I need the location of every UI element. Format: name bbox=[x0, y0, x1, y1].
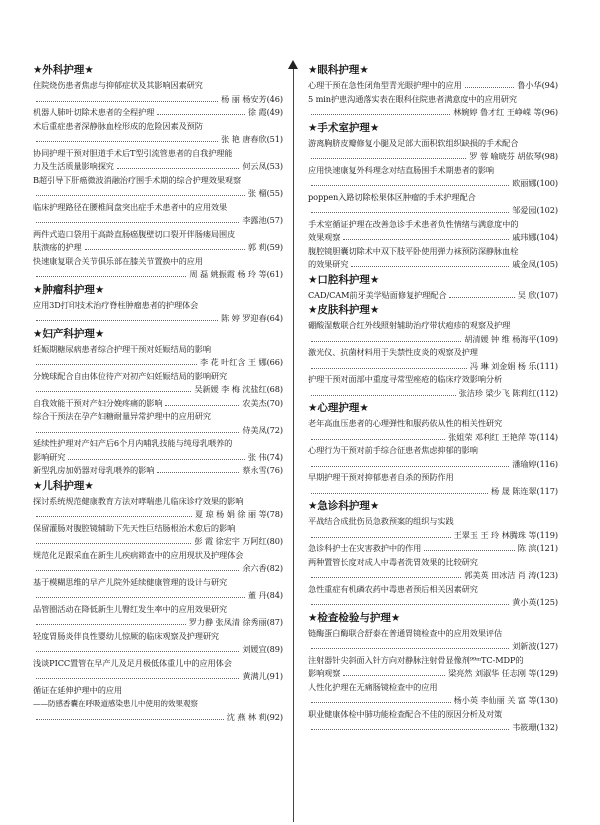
leader-dots bbox=[36, 535, 191, 544]
leader-dots bbox=[311, 458, 509, 467]
toc-entry-line[interactable] bbox=[33, 522, 283, 536]
toc-entry-line[interactable] bbox=[308, 681, 558, 695]
toc-entry-line[interactable] bbox=[33, 549, 283, 563]
toc-entry-line[interactable] bbox=[33, 370, 283, 384]
toc-entry-line[interactable] bbox=[33, 437, 283, 451]
article-title: 品管圈活动在降低新生儿臀红发生率中的应用效果研究 bbox=[33, 603, 228, 614]
toc-entry-line[interactable] bbox=[308, 627, 558, 641]
authors-page: 蔡永雪(76) bbox=[242, 465, 283, 475]
leader-dots bbox=[157, 106, 245, 115]
leader-dots bbox=[36, 711, 224, 720]
toc-entry-line[interactable] bbox=[308, 319, 558, 333]
leader-dots bbox=[36, 187, 245, 196]
toc-entry-line[interactable] bbox=[33, 241, 283, 255]
authors-page: 李露池(57) bbox=[242, 215, 283, 225]
toc-entry-line[interactable] bbox=[33, 451, 283, 465]
toc-entry-line[interactable] bbox=[308, 218, 558, 232]
article-title: 老年高血压患者的心理弹性和服药依从性的相关性研究 bbox=[308, 418, 503, 428]
authors-page: 李 花 叶红含 王 娜(66) bbox=[199, 357, 283, 367]
leader-dots bbox=[36, 562, 239, 571]
toc-entry-line[interactable] bbox=[33, 397, 283, 411]
leader-dots bbox=[311, 596, 509, 605]
section-heading: ★眼科护理★ bbox=[308, 64, 369, 76]
leader-dots bbox=[311, 721, 509, 730]
toc-entry-line[interactable] bbox=[308, 346, 558, 360]
article-title: 妊娠期糖尿病患者综合护理干预对妊娠结局的影响 bbox=[33, 343, 211, 354]
article-title: 早期护理干预对抑郁患者自杀的预防作用 bbox=[308, 472, 454, 482]
toc-entry-line[interactable] bbox=[308, 137, 558, 151]
authors-page: 刘媛宜(89) bbox=[242, 644, 283, 654]
toc-entry-line[interactable] bbox=[308, 431, 558, 445]
leader-dots bbox=[343, 231, 509, 240]
toc-entry-line[interactable] bbox=[308, 289, 558, 303]
toc-entry-line[interactable] bbox=[33, 120, 283, 134]
leader-dots bbox=[36, 93, 218, 102]
authors-page: 周 磊 姚振霞 杨 玲 等(61) bbox=[189, 269, 283, 279]
authors-page: 鲁小华(94) bbox=[517, 80, 558, 90]
leader-dots bbox=[165, 397, 239, 406]
toc-entry-line[interactable] bbox=[308, 529, 558, 543]
article-title: 住院烧伤患者焦虑与抑郁症状及其影响因素研究 bbox=[33, 80, 203, 90]
toc-entry-line[interactable] bbox=[308, 640, 558, 654]
toc-entry-line[interactable] bbox=[308, 444, 558, 458]
section-heading: ★皮肤科护理★ bbox=[308, 304, 380, 316]
toc-entry-line[interactable] bbox=[308, 150, 558, 164]
article-title: 保留灌肠对腹腔镜辅助下先天性巨结肠根治术愈后的影响 bbox=[33, 522, 236, 533]
article-title: poppen入路切除松果体区肿瘤的手术护理配合 bbox=[308, 191, 476, 202]
article-title: 效果观察 bbox=[308, 232, 341, 242]
article-title: 应用快速康复外科理念对结直肠围手术期患者的影响 bbox=[308, 164, 495, 175]
article-title: 延续性护理对产妇产后6个月内哺乳技能与纯母乳喂养的 bbox=[33, 438, 233, 448]
article-title: 影响研究 bbox=[33, 451, 66, 462]
toc-entry-line[interactable] bbox=[308, 556, 558, 570]
toc-entry-line[interactable] bbox=[33, 160, 283, 174]
leader-dots bbox=[311, 529, 451, 538]
article-title: 职业健康体检中肺功能检查配合不佳的原因分析及对策 bbox=[308, 708, 503, 719]
toc-entry-line[interactable] bbox=[308, 333, 558, 347]
leader-dots bbox=[311, 569, 461, 578]
authors-page: 欧丽娜(100) bbox=[512, 178, 558, 188]
authors-page: 彭 霞 徐宏宇 万阿红(80) bbox=[194, 536, 283, 546]
article-title: B超引导下肝癌微波消融治疗围手术期的综合护理效果观察 bbox=[33, 174, 242, 185]
article-title: 肤溃疡的护理 bbox=[33, 242, 82, 252]
toc-entry-line[interactable] bbox=[308, 79, 558, 93]
section-heading: ★心理护理★ bbox=[308, 402, 369, 414]
leader-dots bbox=[311, 485, 488, 494]
authors-page: 吴 欣(107) bbox=[517, 289, 558, 300]
article-title: 影响观察 bbox=[308, 668, 341, 678]
authors-page: 罗力静 张凤清 徐秀丽(87) bbox=[188, 617, 283, 627]
leader-dots bbox=[36, 670, 239, 679]
leader-dots bbox=[68, 451, 245, 460]
toc-entry-line[interactable] bbox=[308, 164, 558, 178]
article-title: 心理行为干预对前手综合征患者焦虑抑郁的影响 bbox=[308, 445, 478, 455]
toc-entry-line[interactable] bbox=[308, 667, 558, 681]
authors-page: 王翠玉 王 玲 林腾珠 等(119) bbox=[453, 529, 558, 540]
leader-dots bbox=[351, 258, 509, 267]
toc-entry-line[interactable] bbox=[33, 508, 283, 522]
toc-entry-line[interactable] bbox=[33, 133, 283, 147]
article-title: 轻度胃肠炎伴良性婴幼儿惊厥的临床观察及护理研究 bbox=[33, 630, 220, 641]
toc-entry-line[interactable] bbox=[33, 312, 283, 326]
leader-dots bbox=[311, 177, 509, 186]
toc-entry-line[interactable] bbox=[33, 424, 283, 438]
authors-page: 杨小英 李仙丽 关 富 等(130) bbox=[453, 695, 558, 705]
article-title: 循证在延伸护理中的应用 bbox=[33, 684, 122, 695]
article-title: 激光仪、抗菌材料用于失禁性皮炎的观察及护理 bbox=[308, 347, 478, 357]
toc-entry-line[interactable] bbox=[308, 721, 558, 735]
article-title: 两件式造口袋用于高龄直肠癌腹壁切口裂开伴肠瘘局围皮 bbox=[33, 228, 236, 239]
article-title: 手术室循证护理在改善急诊手术患者负性情绪与满意度中的 bbox=[308, 218, 519, 229]
authors-page: 胡清媛 钟 维 杨海平(109) bbox=[464, 333, 558, 344]
toc-entry-line[interactable] bbox=[308, 191, 558, 205]
article-title: 综合干预法在孕产妇糖耐量异常护理中的应用研究 bbox=[33, 411, 211, 421]
article-title: 护理干预对面部中重度寻常型痤疮的临床疗效影响分析 bbox=[308, 374, 503, 384]
article-title: 自我效能干预对产妇分娩疼痛的影响 bbox=[33, 397, 163, 408]
toc-entry-line[interactable] bbox=[33, 603, 283, 617]
article-title: 心理干预在急性闭角型青光眼护理中的应用 bbox=[308, 80, 462, 90]
toc-entry-line[interactable] bbox=[33, 79, 283, 93]
authors-page: 董 丹(84) bbox=[247, 590, 283, 600]
authors-page: 张姐荣 邓利红 王艳萍 等(114) bbox=[448, 431, 558, 442]
article-title: 的效果研究 bbox=[308, 259, 349, 269]
authors-page: 郭美英 田冰洁 肖 涛(123) bbox=[464, 570, 558, 580]
toc-entry-line[interactable] bbox=[33, 630, 283, 644]
leader-dots bbox=[343, 667, 445, 676]
article-title: 探讨系统规范健康教育方法对哮喘患儿临床诊疗效果的影响 bbox=[33, 495, 244, 506]
toc-entry-line[interactable] bbox=[33, 106, 283, 120]
toc-entry-line[interactable] bbox=[308, 245, 558, 259]
authors-page: 余六香(82) bbox=[242, 563, 283, 573]
authors-page: 何云凤(53) bbox=[242, 161, 283, 171]
leader-dots bbox=[157, 464, 239, 473]
article-title: 应用3D打印技术治疗脊柱肿瘤患者的护理体会 bbox=[33, 299, 199, 310]
article-title: 机器人肺叶切除术患者的全程护理 bbox=[33, 107, 155, 117]
toc-entry-line[interactable] bbox=[308, 654, 558, 668]
toc-entry-line[interactable] bbox=[33, 268, 283, 282]
toc-entry-line[interactable] bbox=[308, 417, 558, 431]
leader-dots bbox=[36, 268, 186, 277]
authors-page: 戚玮娜(104) bbox=[512, 232, 558, 242]
leader-dots bbox=[449, 289, 514, 298]
leader-dots bbox=[36, 356, 197, 365]
authors-page: 潘瑜婷(116) bbox=[512, 458, 558, 469]
article-title: 基于模糊思维的早产儿院外延续健康管理的设计与研究 bbox=[33, 576, 228, 587]
toc-entry-line[interactable] bbox=[308, 106, 558, 120]
toc-entry-line[interactable] bbox=[33, 383, 283, 397]
article-title: 新型乳房加奶器对母乳喂养的影响 bbox=[33, 465, 155, 475]
section-heading: ★妇产科护理★ bbox=[33, 327, 105, 340]
article-title: 平战结合成批伤员急救预案的组织与实践 bbox=[308, 516, 454, 526]
leader-dots bbox=[36, 508, 192, 517]
leader-dots bbox=[36, 616, 186, 625]
article-title: 分娩球配合自由体位待产对初产妇妊娠结局的影响研究 bbox=[33, 370, 228, 381]
toc-entry-line[interactable] bbox=[308, 204, 558, 218]
section-heading: ★肿瘤科护理★ bbox=[33, 283, 105, 296]
toc-entry-line[interactable] bbox=[33, 343, 283, 357]
leader-dots bbox=[311, 204, 509, 213]
toc-entry-line[interactable] bbox=[33, 187, 283, 201]
leader-dots bbox=[465, 79, 515, 88]
leader-dots bbox=[85, 241, 245, 250]
leader-dots bbox=[311, 640, 509, 649]
authors-page: 罗 蓉 喻晓芬 胡依琴(98) bbox=[469, 151, 558, 161]
toc-entry-line[interactable] bbox=[33, 464, 283, 478]
toc-entry-line[interactable] bbox=[33, 535, 283, 549]
toc-entry-line[interactable] bbox=[308, 596, 558, 610]
section-heading: ★检查检验与护理★ bbox=[308, 611, 401, 624]
article-title: 规范化足跟采血在新生儿疾病筛查中的应用现状及护理体会 bbox=[33, 549, 244, 560]
authors-page: 张 艳 唐春欣(51) bbox=[221, 134, 283, 144]
authors-page: 农美杰(70) bbox=[242, 397, 283, 408]
authors-page: 张 榴(55) bbox=[247, 188, 283, 198]
authors-page: 黄小英(125) bbox=[512, 597, 558, 607]
toc-entry-line[interactable] bbox=[33, 255, 283, 269]
section-heading: ★外科护理★ bbox=[33, 64, 94, 76]
authors-page: 沈 燕 林 莉(92) bbox=[226, 711, 283, 722]
article-title: ——防感香囊在呼吸道感染患儿中使用的效果观察 bbox=[33, 699, 198, 708]
authors-page: 张洁珍 梁少飞 陈莉红(112) bbox=[458, 387, 558, 398]
toc-entry-line[interactable] bbox=[308, 458, 558, 472]
leader-dots bbox=[36, 643, 239, 652]
toc-entry-line[interactable] bbox=[308, 93, 558, 107]
authors-page: 张 伟(74) bbox=[247, 451, 283, 462]
article-title: 急诊科护士在灾害救护中的作用 bbox=[308, 543, 422, 553]
section-heading: ★手术室护理★ bbox=[308, 121, 380, 134]
article-title: 力及生活质量影响探究 bbox=[33, 161, 114, 171]
toc-entry-line[interactable] bbox=[33, 299, 283, 313]
toc-entry-line[interactable] bbox=[33, 616, 283, 630]
toc-entry-line[interactable] bbox=[33, 93, 283, 107]
leader-dots bbox=[36, 383, 191, 392]
leader-dots bbox=[36, 133, 218, 142]
toc-entry-line[interactable] bbox=[308, 542, 558, 556]
authors-page: 吴新媛 李 梅 沈盐红(68) bbox=[194, 384, 283, 394]
section-heading: ★儿科护理★ bbox=[33, 479, 94, 492]
authors-page: 陈 滨(121) bbox=[517, 543, 558, 553]
leader-dots bbox=[36, 589, 245, 598]
toc-entry-line[interactable] bbox=[33, 657, 283, 671]
toc-entry-line[interactable] bbox=[33, 711, 283, 725]
toc-right-column bbox=[308, 62, 558, 735]
authors-page: 林婉婷 鲁才红 王峥嵘 等(96) bbox=[453, 107, 558, 117]
toc-entry-line[interactable] bbox=[308, 177, 558, 191]
article-title: 腹腔镜胆囊切除术中双下肢平卧使用弹力袜预防深静脉血栓 bbox=[308, 245, 519, 256]
article-title: 两种置管长度对成人中毒者洗胃效果的比较研究 bbox=[308, 556, 478, 567]
leader-dots bbox=[311, 360, 467, 369]
authors-page: 冯 琳 刘金娟 杨 乐(111) bbox=[469, 360, 558, 371]
toc-entry-line[interactable] bbox=[33, 228, 283, 242]
leader-dots bbox=[311, 106, 450, 115]
toc-entry-line[interactable] bbox=[33, 670, 283, 684]
toc-entry-line[interactable] bbox=[33, 684, 283, 698]
toc-entry-line[interactable] bbox=[308, 569, 558, 583]
toc-entry-line[interactable] bbox=[33, 214, 283, 228]
toc-left-column bbox=[33, 62, 283, 724]
article-title: 术后重症患者深静脉血栓形成的危险因素及预防 bbox=[33, 120, 203, 131]
toc-entry-line[interactable] bbox=[308, 708, 558, 722]
toc-entry-line[interactable] bbox=[308, 373, 558, 387]
article-title: 快速康复联合关节俱乐部在膝关节置换中的应用 bbox=[33, 255, 203, 266]
toc-entry-line[interactable] bbox=[308, 485, 558, 499]
toc-entry-line[interactable] bbox=[308, 583, 558, 597]
authors-page: 刘新波(127) bbox=[512, 641, 558, 651]
leader-dots bbox=[311, 387, 456, 396]
toc-entry-line[interactable] bbox=[308, 515, 558, 529]
leader-dots bbox=[311, 333, 461, 342]
article-title: 急性重症有机磷农药中毒患者预后相关因素研究 bbox=[308, 583, 478, 594]
leader-dots bbox=[36, 312, 218, 321]
article-title: 注射器针尖斜面入针方向对静脉注射骨显像剂⁹⁹ᵐTC-MDP的 bbox=[308, 654, 524, 665]
toc-entry-line[interactable] bbox=[308, 471, 558, 485]
authors-page: 徐 霞(49) bbox=[247, 107, 283, 117]
article-title: CAD/CAM前牙美学贴面修复护理配合 bbox=[308, 289, 447, 300]
toc-entry-line[interactable] bbox=[33, 356, 283, 370]
authors-page: 黄满儿(91) bbox=[242, 671, 283, 681]
toc-entry-line[interactable] bbox=[308, 694, 558, 708]
toc-entry-line[interactable] bbox=[33, 495, 283, 509]
authors-page: 杨 晟 陈连翠(117) bbox=[491, 485, 558, 496]
toc-entry-line[interactable] bbox=[33, 589, 283, 603]
column-divider bbox=[293, 64, 294, 822]
authors-page: 梁亮然 刘淑华 任志刚 等(129) bbox=[448, 668, 558, 678]
leader-dots bbox=[311, 431, 445, 440]
authors-page: 邹爱园(102) bbox=[512, 205, 558, 215]
toc-entry-line[interactable] bbox=[308, 231, 558, 245]
article-title: 游离胸脐皮瓣修复小腿及足部大面积软组织缺损的手术配合 bbox=[308, 137, 519, 148]
section-heading: ★口腔科护理★ bbox=[308, 273, 380, 286]
authors-page: 韦筱珊(132) bbox=[512, 722, 558, 732]
toc-entry-line[interactable] bbox=[33, 562, 283, 576]
section-heading: ★急诊科护理★ bbox=[308, 500, 380, 512]
authors-page: 陈 婷 罗迎春(64) bbox=[221, 313, 283, 323]
leader-dots bbox=[36, 214, 239, 223]
authors-page: 杨 丽 杨安芳(46) bbox=[221, 93, 283, 104]
toc-entry-line[interactable] bbox=[308, 360, 558, 374]
authors-page: 夏 琼 杨 娟 徐 丽 等(78) bbox=[194, 509, 283, 519]
toc-entry-line[interactable] bbox=[33, 697, 283, 711]
toc-entry-line[interactable] bbox=[33, 643, 283, 657]
article-title: 人性化护理在无痛肠镜检查中的应用 bbox=[308, 681, 438, 692]
up-arrow-icon bbox=[288, 60, 298, 69]
article-title: 临床护理路径在腰椎间盘突出症手术患者中的应用效果 bbox=[33, 201, 228, 212]
toc-entry-line[interactable] bbox=[33, 576, 283, 590]
leader-dots bbox=[424, 542, 515, 551]
article-title: 链酶蛋白酶联合舒泰在普通胃镜检查中的应用效果评估 bbox=[308, 627, 503, 638]
leader-dots bbox=[311, 150, 466, 159]
toc-entry-line[interactable] bbox=[33, 410, 283, 424]
article-title: 浅谈PICC置管在早产儿及足月极低体重儿中的应用体会 bbox=[33, 657, 232, 668]
toc-entry-line[interactable] bbox=[33, 147, 283, 161]
authors-page: 郭 莉(59) bbox=[247, 242, 283, 252]
authors-page: 戚金凤(105) bbox=[512, 259, 558, 269]
toc-entry-line[interactable] bbox=[33, 174, 283, 188]
toc-entry-line[interactable] bbox=[33, 201, 283, 215]
leader-dots bbox=[117, 160, 239, 169]
toc-entry-line[interactable] bbox=[308, 258, 558, 272]
article-title: 硼酸湿敷联合红外线照射辅助治疗带状疱疹的观察及护理 bbox=[308, 320, 511, 330]
leader-dots bbox=[36, 424, 239, 433]
leader-dots bbox=[311, 694, 451, 703]
toc-entry-line[interactable] bbox=[308, 387, 558, 401]
authors-page: 侍美凤(72) bbox=[242, 424, 283, 435]
article-title: 协同护理干预对胆道手术后T型引流管患者的自我护理能 bbox=[33, 147, 233, 158]
article-title: 5 min护患沟通落实表在眼科住院患者满意度中的应用研究 bbox=[308, 93, 517, 104]
